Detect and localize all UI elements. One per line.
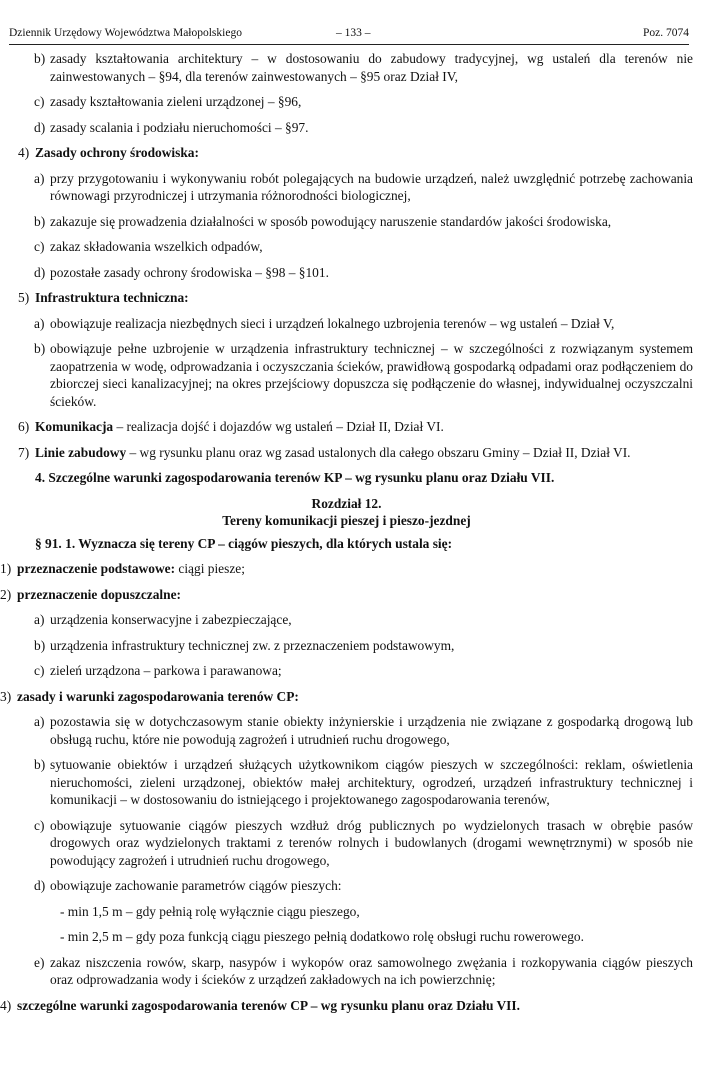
list-item: c) obowiązuje sytuowanie ciągów pieszych wzdłuż dróg publicznych po wydzielonych trasach w obrębie pasów drogowych oraz wydzielonych traktami z terenów rolnych i budowlanych (drogami wewnętrznymi) w sposób nie powodujący zagrożeń i utrudnień ruchu drogowego, — [34, 817, 693, 868]
list-item: b) sytuowanie obiektów i urządzeń służących użytkownikom ciągów pieszych w szczególności: reklam, oświetlenia nieruchomości, zieleni urządzonej, obiektów małej architektury, ogrodzeń, urządzeń infrastruktury technicznej i komunikacji – w dostosowaniu do istniejącego i projektowanego zagospodarowania terenów, — [34, 757, 693, 807]
list-item: c) zieleń urządzona – parkowa i parawanowa; — [34, 663, 282, 678]
list-item: a) pozostawia się w dotychczasowym stanie obiekty inżynierskie i urządzenia nie związane z gospodarką drogową lub obsługą ruchu, które nie powodują zagrożeń i utrudnień ruchu drogowego, — [34, 714, 693, 747]
page-header — [9, 27, 689, 45]
paragraph-4: 4. Szczególne warunki zagospodarowania terenów KP – wg rysunku planu oraz Działu VII. — [35, 470, 555, 485]
dash-item: - min 2,5 m – gdy poza funkcją ciągu pieszego pełnią dodatkowo rolę obsługi ruchu rowerowego. — [60, 929, 584, 944]
list-item: b) urządzenia infrastruktury technicznej zw. z przeznaczeniem podstawowym, — [34, 637, 455, 653]
document-body — [0, 50, 707, 1022]
point-4: 4) szczególne warunki zagospodarowania terenów CP – wg rysunku planu oraz Działu VII. — [0, 997, 520, 1013]
point-2: 2) przeznaczenie dopuszczalne: — [0, 586, 181, 602]
list-item: b) zasady kształtowania architektury – w dostosowaniu do zabudowy tradycyjnej, wg ustaleń dla terenów nie zainwestowanych – §94, dla terenów zainwestowanych – §95 oraz Dział IV, — [34, 51, 693, 84]
section-7: 7) Linie zabudowy – wg rysunku planu oraz wg zasad ustalonych dla całego obszaru Gminy – Dział II, Dział VI. — [18, 444, 631, 460]
position-number: Poz. 7074 — [643, 27, 689, 39]
section-4-heading: 4) Zasady ochrony środowiska: — [18, 145, 199, 160]
section-5-heading: 5) Infrastruktura techniczna: — [18, 290, 189, 305]
list-item: c) zasady kształtowania zieleni urządzonej – §96, — [34, 94, 302, 109]
page-number: – 133 – — [336, 27, 371, 39]
journal-title: Dziennik Urzędowy Województwa Małopolskiego — [9, 27, 242, 39]
section-6: 6) Komunikacja – realizacja dojść i dojazdów wg ustaleń – Dział II, Dział VI. — [18, 419, 444, 434]
list-item: b) obowiązuje pełne uzbrojenie w urządzenia infrastruktury technicznej – w szczególności z rozwiązanym systemem zaopatrzenia w wodę, odprowadzania i oczyszczania ścieków, prawidłową gospodarką odpadami oraz podłączeniem do zbiorczej sieci kanalizacyjnej; na okres przejściowy dopuszcza się podłączenie do własnej, indywidualnej oczyszczalni ścieków. — [34, 341, 693, 409]
list-item: a) przy przygotowaniu i wykonywaniu robót polegających na budowie urządzeń, należ uwzględnić potrzebę zachowania równowagi przyrodniczej i utrzymania różnorodności biologicznej, — [34, 170, 693, 203]
point-1: 1) przeznaczenie podstawowe: ciągi piesze; — [0, 561, 245, 576]
point-3: 3) zasady i warunki zagospodarowania terenów CP: — [0, 688, 299, 704]
list-item: d) obowiązuje zachowanie parametrów ciągów pieszych: — [34, 878, 342, 893]
dash-item: - min 1,5 m – gdy pełnią rolę wyłącznie ciągu pieszego, — [60, 903, 360, 919]
list-item: b) zakazuje się prowadzenia działalności w sposób powodujący naruszenie standardów jakości środowiska, — [34, 213, 612, 229]
chapter-heading — [0, 495, 693, 529]
chapter-title: Tereny komunikacji pieszej i pieszo-jezdnej — [222, 512, 471, 528]
chapter-number: Rozdział 12. — [311, 495, 382, 511]
paragraph-91: § 91. 1. Wyznacza się tereny CP – ciągów pieszych, dla których ustala się: — [35, 535, 453, 551]
list-item: d) pozostałe zasady ochrony środowiska – §98 – §101. — [34, 264, 329, 280]
list-item: a) urządzenia konserwacyjne i zabezpieczające, — [34, 612, 292, 627]
list-item: d) zasady scalania i podziału nieruchomości – §97. — [34, 119, 309, 135]
list-item: c) zakaz składowania wszelkich odpadów, — [34, 239, 263, 254]
list-item: a) obowiązuje realizacja niezbędnych sieci i urządzeń lokalnego uzbrojenia terenów – wg ustaleń – Dział V, — [34, 315, 615, 331]
list-item: e) zakaz niszczenia rowów, skarp, nasypów i wykopów oraz samowolnego zwężania i rozkopywania ciągów pieszych oraz odprowadzania wody i ścieków z urządzeń zakładowych na ich powierzchnię; — [34, 954, 693, 987]
